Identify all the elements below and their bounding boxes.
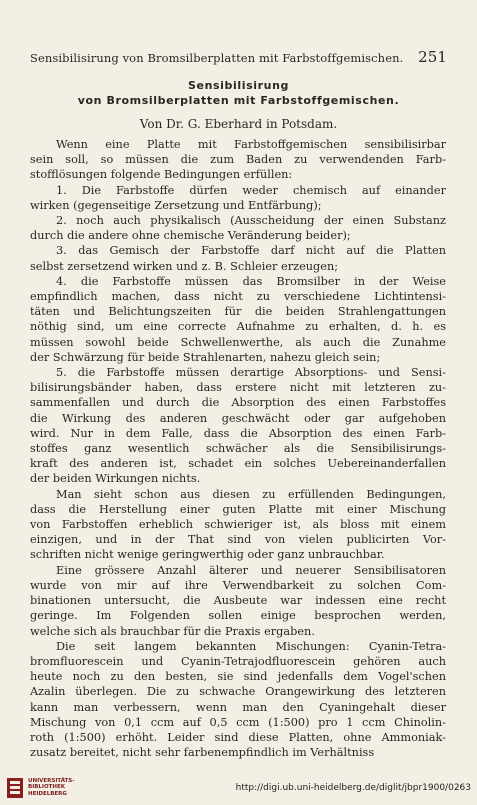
text-line: 3. das Gemisch der Farbstoffe darf nicht auf die Platten bbox=[56, 244, 446, 258]
text-line: durch die andere ohne chemische Veränderung beider); bbox=[30, 229, 351, 243]
text-line: dass die Herstellung einer guten Platte mit einer Mischung bbox=[30, 502, 446, 516]
text-line: Azalin überlegen. Die zu schwache Orangewirkung des letzteren bbox=[30, 685, 446, 699]
article-title-line1: Sensibilisirung bbox=[188, 79, 289, 92]
text-line: müssen sowohl beide Schwellenwerthe, als auch die Zunahme bbox=[30, 335, 446, 349]
text-line: täten und Belichtungszeiten für die beiden Strahlengattungen bbox=[30, 305, 446, 319]
text-line: stofflösungen folgende Bedingungen erfüllen: bbox=[30, 168, 293, 182]
text-line: geringe. Im Folgenden sollen einige besprochen werden, bbox=[30, 609, 446, 623]
text-line: 1. Die Farbstoffe dürfen weder chemisch auf einander bbox=[56, 183, 446, 197]
text-line: Mischung von 0,1 ccm auf 0,5 ccm (1:500) pro 1 ccm Chinolin- bbox=[30, 715, 446, 729]
text-line: 4. die Farbstoffe müssen das Bromsilber in der Weise bbox=[56, 274, 446, 288]
text-line: einzigen, und in der That sind von vielen publicirten Vor- bbox=[30, 533, 446, 547]
text-line: nöthig sind, um eine correcte Aufnahme zu erhalten, d. h. es bbox=[30, 320, 446, 334]
logo-line-1: UNIVERSITÄTS- bbox=[28, 777, 75, 784]
text-line: wird. Nur in dem Falle, dass die Absorption des einen Farb- bbox=[30, 426, 446, 440]
text-line: schriften nicht wenige geringwerthig oder ganz unbrauchbar. bbox=[30, 548, 385, 562]
text-line: sein soll, so müssen die zum Baden zu verwendenden Farb- bbox=[30, 153, 446, 167]
text-line: roth (1:500) erhöht. Leider sind diese Platten, ohne Ammoniak- bbox=[30, 730, 446, 744]
text-line: der Schwärzung für beide Strahlenarten, nahezu gleich sein; bbox=[30, 350, 381, 364]
text-line: wirken (gegenseitige Zersetzung und Entfärbung); bbox=[30, 198, 322, 212]
text-line: binationen untersucht, die Ausbeute war indessen eine recht bbox=[30, 594, 446, 608]
university-seal-icon bbox=[6, 777, 24, 799]
author-byline: Von Dr. G. Eberhard in Potsdam. bbox=[139, 117, 338, 131]
text-line: stoffes ganz wesentlich schwächer als die Sensibilisirungs- bbox=[30, 442, 446, 456]
text-line: 2. noch auch physikalisch (Ausscheidung der einen Substanz bbox=[56, 214, 446, 228]
text-line: 5. die Farbstoffe müssen derartige Absorptions- und Sensi- bbox=[56, 366, 446, 380]
running-title: Sensibilisirung von Bromsilberplatten mit Farbstoffgemischen. bbox=[30, 51, 404, 65]
library-logo[interactable] bbox=[6, 777, 75, 799]
text-line: kann man verbessern, wenn man den Cyaningehalt dieser bbox=[30, 700, 446, 714]
logo-line-3: HEIDELBERG bbox=[28, 790, 67, 797]
text-line: Wenn eine Platte mit Farbstoffgemischen sensibilisirbar bbox=[56, 138, 446, 151]
running-header bbox=[30, 48, 447, 66]
text-line: wurde von mir auf ihre Verwendbarkeit zu solchen Com- bbox=[30, 578, 446, 592]
text-line: empfindlich machen, dass nicht zu verschiedene Lichtintensi- bbox=[30, 290, 446, 304]
text-line: kraft des anderen ist, schadet ein solches Uebereinanderfallen bbox=[30, 457, 446, 471]
article-body bbox=[30, 137, 446, 760]
text-line: bilisirungsbänder haben, dass erstere nicht mit letzteren zu- bbox=[30, 381, 446, 395]
text-line: sammenfallen und durch die Absorption des einen Farbstoffes bbox=[30, 396, 446, 410]
page-footer bbox=[0, 770, 477, 805]
text-line: heute noch zu den besten, sie sind jedenfalls dem Vogel'schen bbox=[30, 670, 446, 684]
text-line: zusatz bereitet, nicht sehr farbenempfindlich im Verhältniss bbox=[30, 746, 375, 760]
digitization-url-link[interactable]: http://digi.ub.uni-heidelberg.de/diglit/jbpr1900/0263 bbox=[235, 782, 471, 793]
text-line: Man sieht schon aus diesen zu erfüllenden Bedingungen, bbox=[56, 487, 446, 501]
text-line: selbst zersetzend wirken und z. B. Schleier erzeugen; bbox=[30, 259, 339, 273]
text-line: von Farbstoffen erheblich schwieriger ist, als bloss mit einem bbox=[30, 518, 446, 532]
logo-line-2: BIBLIOTHEK bbox=[28, 784, 66, 791]
text-line: bromfluorescein und Cyanin-Tetrajodfluorescein gehören auch bbox=[30, 654, 446, 668]
article-title-line2: von Bromsilberplatten mit Farbstoffgemischen. bbox=[77, 94, 400, 107]
text-line: Die seit langem bekannten Mischungen: Cyanin-Tetra- bbox=[56, 639, 446, 653]
text-line: der beiden Wirkungen nichts. bbox=[30, 472, 201, 486]
text-line: Eine grössere Anzahl älterer und neuerer Sensibilisatoren bbox=[56, 563, 446, 577]
text-line: welche sich als brauchbar für die Praxis ergaben. bbox=[30, 624, 315, 638]
text-line: die Wirkung des anderen geschwächt oder gar aufgehoben bbox=[30, 411, 446, 425]
page-number: 251 bbox=[418, 48, 447, 66]
